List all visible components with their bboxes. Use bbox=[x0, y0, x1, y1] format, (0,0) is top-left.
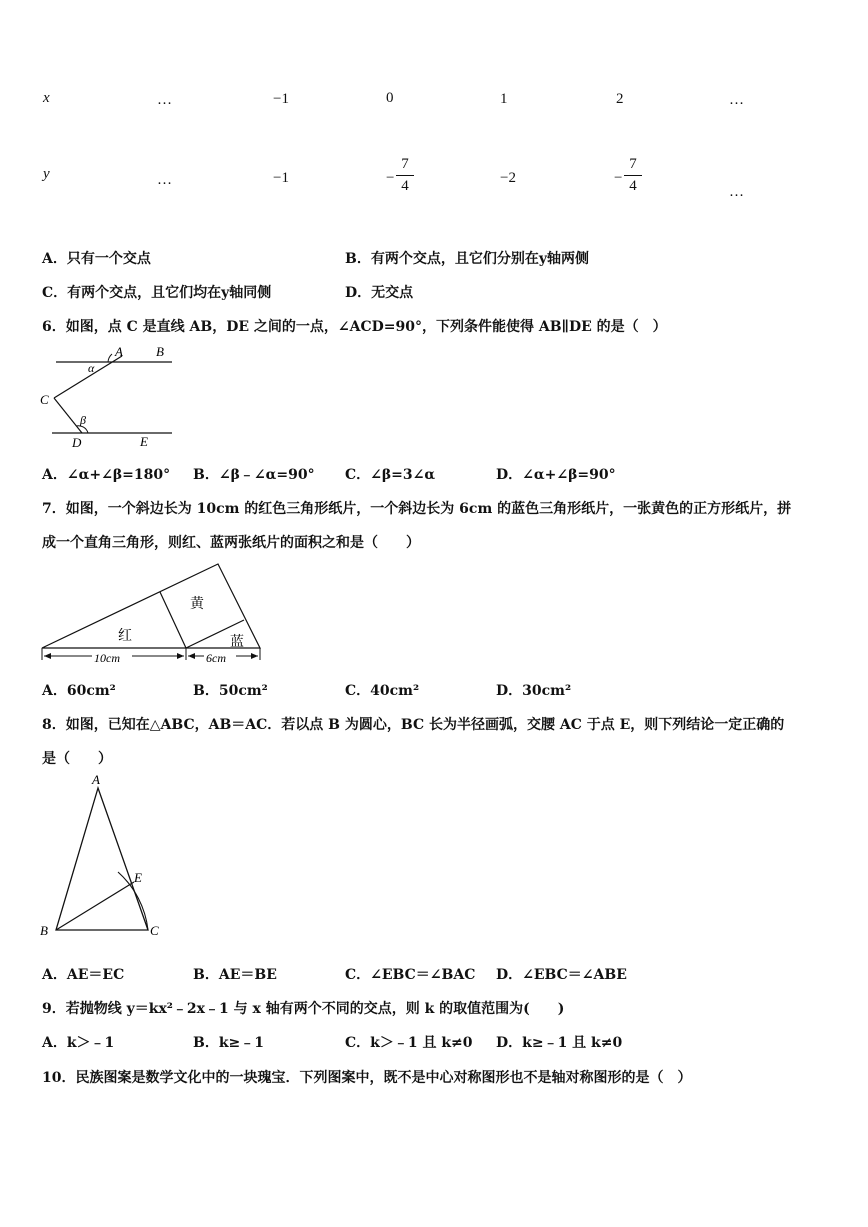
question-6-stem: 6．如图，点 C 是直线 AB，DE 之间的一点，∠ACD=90°，下列条件能使得 AB∥DE 的是（ ） bbox=[42, 319, 667, 335]
table-x-header: x bbox=[43, 90, 50, 106]
label-6cm: 6cm bbox=[206, 651, 226, 665]
label-b: B bbox=[40, 923, 48, 938]
table-cell: … bbox=[729, 92, 744, 108]
fraction bbox=[624, 156, 642, 195]
label-e: E bbox=[134, 870, 142, 885]
fraction-bar bbox=[624, 175, 642, 176]
question-7-stem-line1: 7．如图，一个斜边长为 10cm 的红色三角形纸片，一个斜边长为 6cm 的蓝色三角形纸片，一张黄色的正方形纸片，拼 bbox=[42, 501, 792, 517]
fraction-bar bbox=[396, 175, 414, 176]
question-7-figure bbox=[38, 562, 266, 670]
numerator: 7 bbox=[629, 156, 637, 172]
arrowhead bbox=[251, 653, 258, 659]
label-alpha: α bbox=[88, 361, 95, 375]
label-c: C bbox=[150, 923, 159, 938]
angle-alpha-arc bbox=[108, 354, 112, 362]
big-right-triangle bbox=[42, 564, 260, 648]
option-a: A．只有一个交点 bbox=[42, 251, 151, 267]
option-d: D．30cm² bbox=[496, 683, 572, 699]
question-8-figure bbox=[36, 772, 166, 944]
option-b: B．AE＝BE bbox=[193, 967, 277, 983]
label-10cm: 10cm bbox=[94, 651, 120, 665]
option-a: A．60cm² bbox=[42, 683, 116, 699]
option-a: A．AE＝EC bbox=[42, 967, 125, 983]
question-9-stem: 9．若抛物线 y＝kx²﹣2x﹣1 与 x 轴有两个不同的交点，则 k 的取值范围为( ) bbox=[42, 1001, 565, 1017]
option-d: D．k≥﹣1 且 k≠0 bbox=[496, 1035, 623, 1051]
option-c: C．40cm² bbox=[345, 683, 420, 699]
numerator: 7 bbox=[401, 156, 409, 172]
question-8-stem-line1: 8．如图，已知在△ABC，AB＝AC．若以点 B 为圆心，BC 长为半径画弧，交腰 AC 于点 E，则下列结论一定正确的 bbox=[42, 717, 785, 733]
label-c: C bbox=[40, 392, 49, 407]
label-red: 红 bbox=[118, 629, 132, 644]
question-8-stem-line2: 是（ ） bbox=[42, 751, 112, 767]
arc-from-b bbox=[118, 872, 148, 930]
label-blue: 蓝 bbox=[230, 635, 244, 650]
label-e: E bbox=[140, 434, 148, 449]
table-cell: 2 bbox=[616, 91, 624, 107]
table-cell: −1 bbox=[273, 170, 289, 186]
option-a: A．k＞﹣1 bbox=[42, 1035, 115, 1051]
minus-sign: − bbox=[614, 170, 623, 186]
option-c: C．有两个交点，且它们均在y轴同侧 bbox=[42, 285, 272, 301]
minus-sign: − bbox=[386, 170, 395, 186]
square-left-edge bbox=[160, 592, 186, 648]
label-d: D bbox=[72, 435, 82, 450]
question-6-figure bbox=[38, 342, 178, 454]
arrowhead bbox=[188, 653, 195, 659]
table-cell: … bbox=[157, 92, 172, 108]
table-cell: −1 bbox=[273, 91, 289, 107]
label-yellow: 黄 bbox=[190, 597, 204, 612]
denominator: 4 bbox=[629, 178, 637, 194]
label-a: A bbox=[115, 344, 123, 359]
denominator: 4 bbox=[401, 178, 409, 194]
triangle-abc bbox=[56, 788, 148, 930]
arrowhead bbox=[177, 653, 184, 659]
option-d: D．∠α+∠β=90° bbox=[496, 467, 616, 483]
option-c: C．∠EBC＝∠BAC bbox=[345, 967, 476, 983]
option-b: B．50cm² bbox=[193, 683, 268, 699]
question-10-stem: 10．民族图案是数学文化中的一块瑰宝．下列图案中，既不是中心对称图形也不是轴对称图形的是（ ） bbox=[42, 1070, 692, 1086]
option-b: B．∠β﹣∠α=90° bbox=[193, 467, 315, 483]
table-cell: 0 bbox=[386, 90, 394, 106]
option-c: C．k＞﹣1 且 k≠0 bbox=[345, 1035, 473, 1051]
segment-cd bbox=[54, 398, 82, 433]
table-cell: −2 bbox=[500, 170, 516, 186]
fraction bbox=[396, 156, 414, 195]
arrowhead bbox=[44, 653, 51, 659]
table-cell: 1 bbox=[500, 91, 508, 107]
option-a: A．∠α+∠β=180° bbox=[42, 467, 171, 483]
label-a: A bbox=[92, 772, 100, 787]
option-d: D．无交点 bbox=[345, 285, 414, 301]
option-d: D．∠EBC＝∠ABE bbox=[496, 967, 627, 983]
option-c: C．∠β=3∠α bbox=[345, 467, 436, 483]
label-beta: β bbox=[80, 413, 86, 427]
option-b: B．k≥﹣1 bbox=[193, 1035, 265, 1051]
table-cell: … bbox=[157, 172, 172, 188]
table-y-header: y bbox=[43, 166, 50, 182]
question-7-stem-line2: 成一个直角三角形，则红、蓝两张纸片的面积之和是（ ） bbox=[42, 535, 420, 551]
label-b: B bbox=[156, 344, 164, 359]
option-b: B．有两个交点，且它们分别在y轴两侧 bbox=[345, 251, 589, 267]
table-cell: … bbox=[729, 184, 744, 200]
